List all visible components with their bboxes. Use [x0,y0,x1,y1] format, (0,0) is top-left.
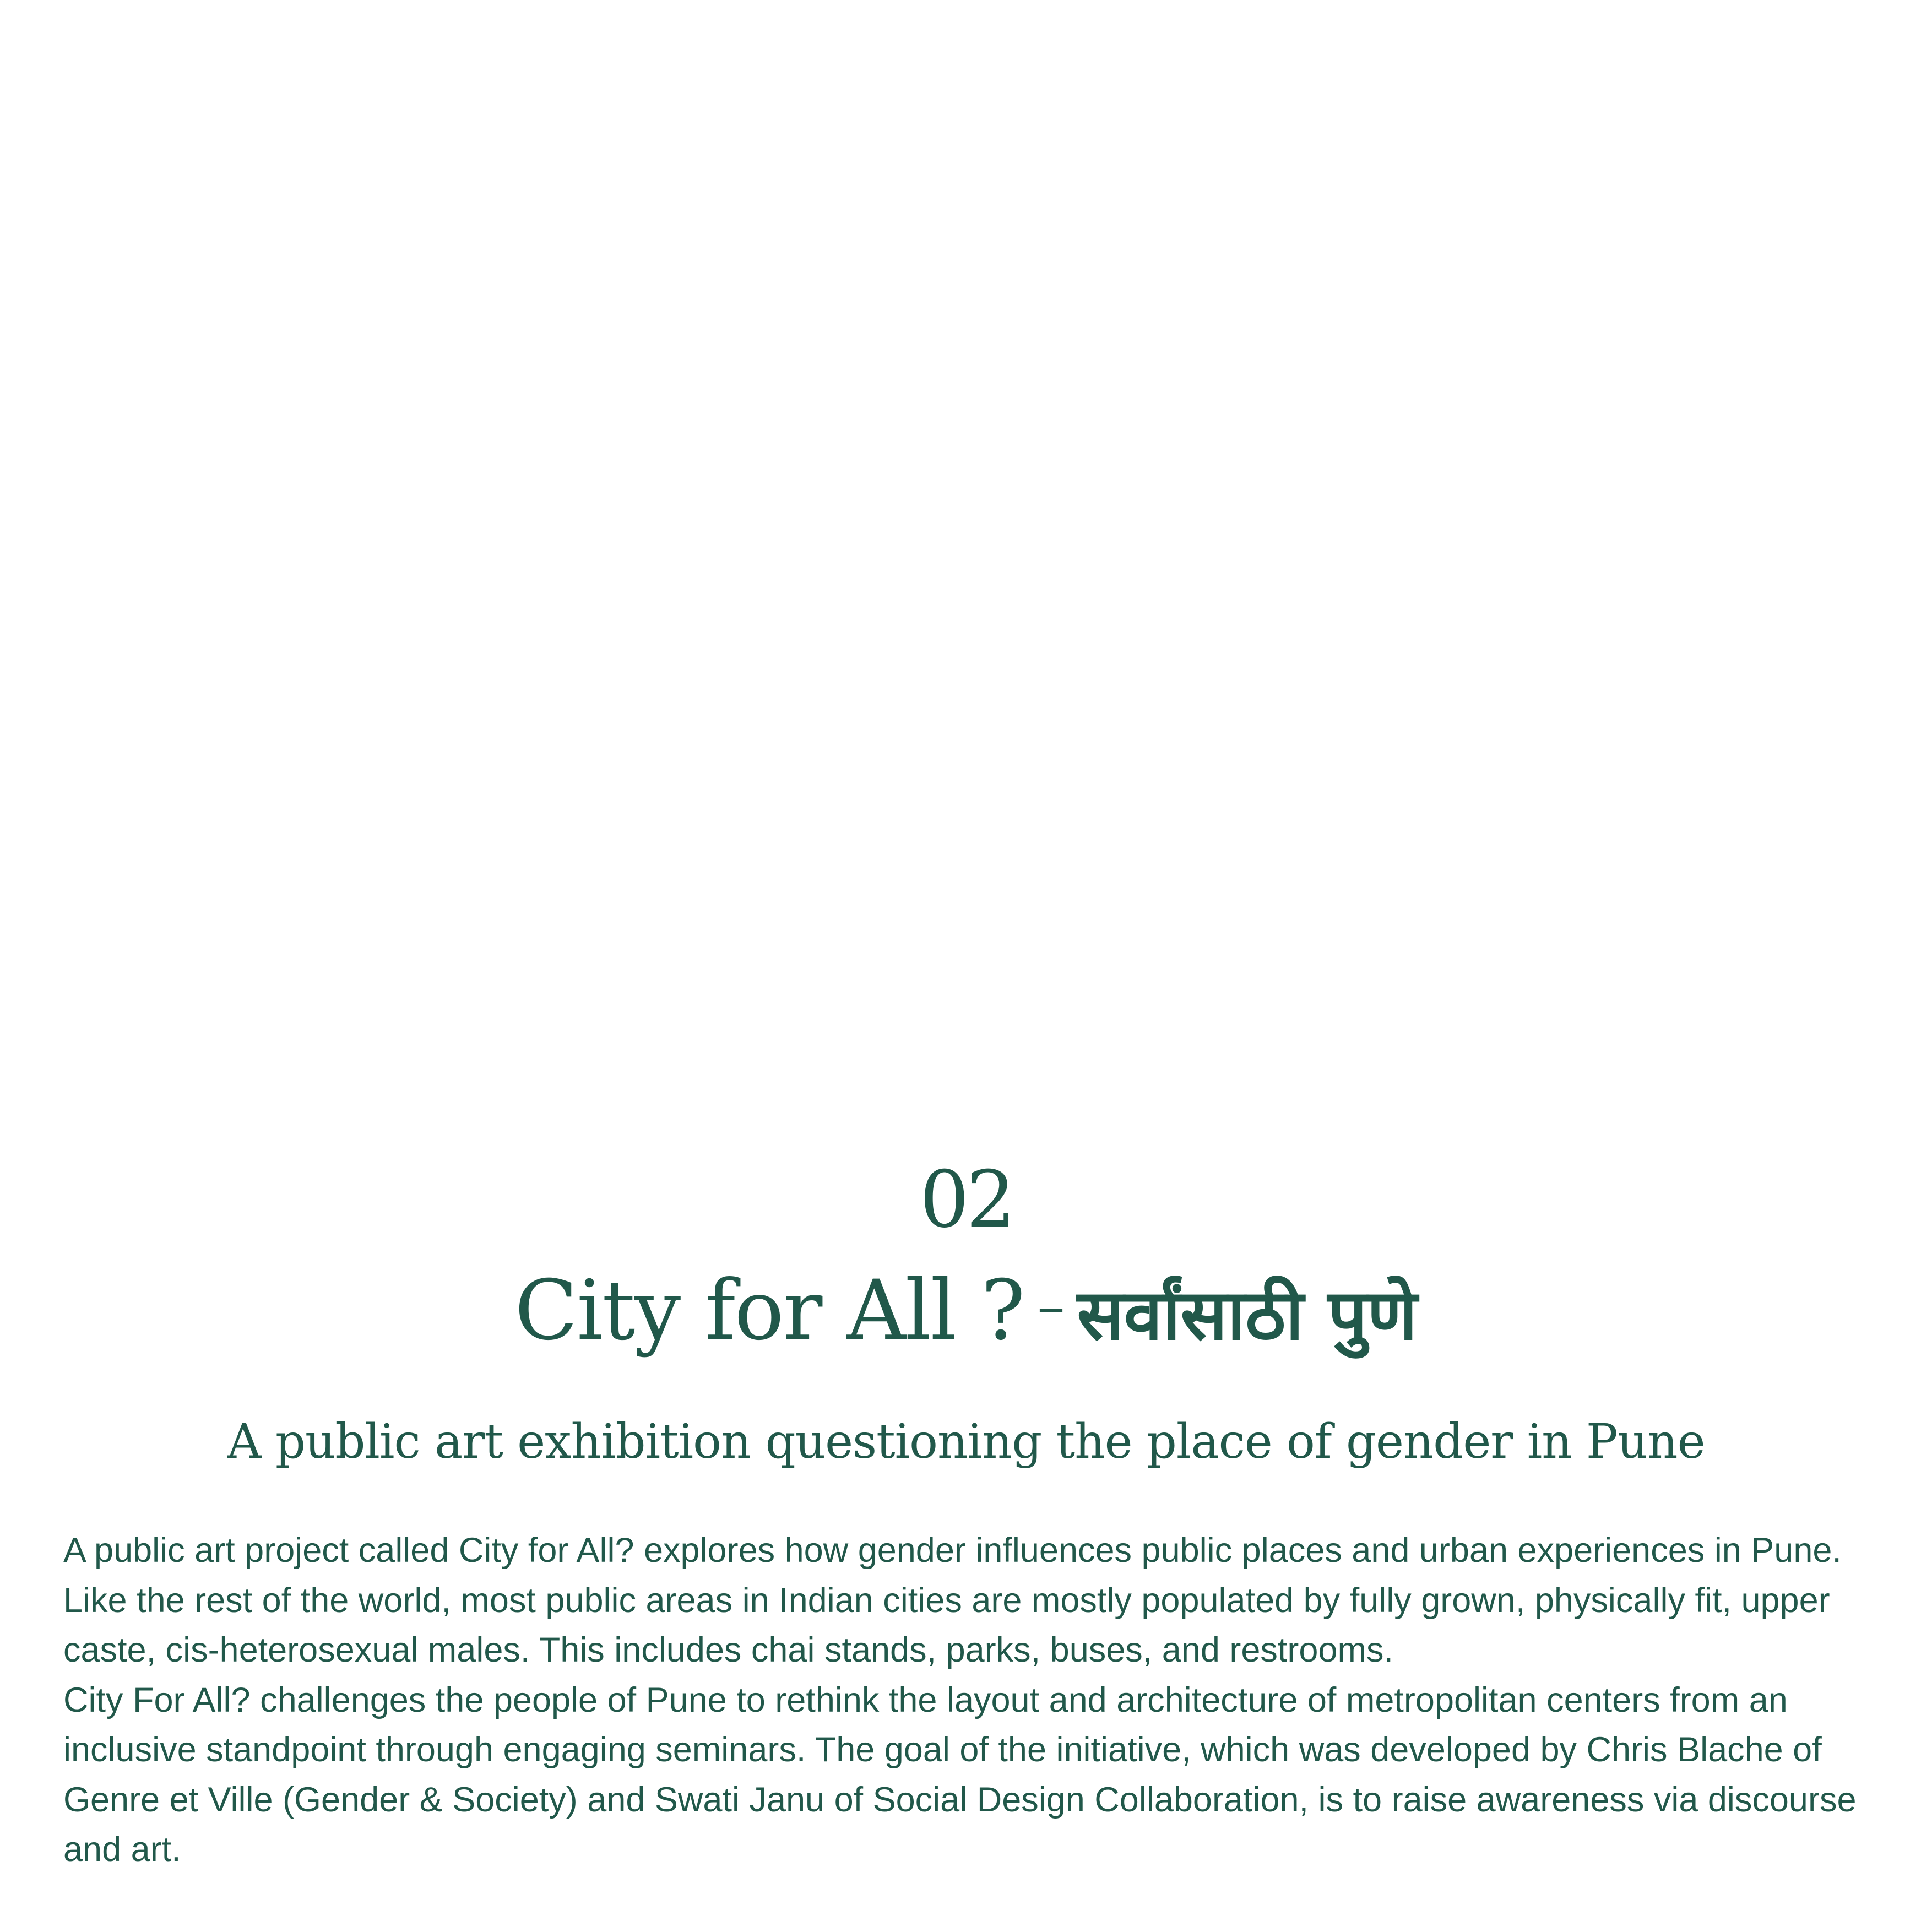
section-title [0,1263,1932,1359]
section-number: 02 [919,1154,1013,1245]
body-paragraph-1: A public art project called City for All? explores how gender influences public places and urban experiences in Pune. Like the rest of the world, most public areas in Indian cities are mostly populated by fully grown, physically fit, upper caste, cis-heterosexual males. This includes chai stands, parks, buses, and restrooms. [63,1531,1842,1669]
body-text [63,1526,1881,1875]
body-paragraph-2: City For All? challenges the people of Pune to rethink the layout and architecture of metropolitan centers from an inclusive standpoint through engaging seminars. The goal of the initiative, which was developed by Chris Blache of Genre et Ville (Gender & Society) and Swati Janu of Social Design Collaboration, is to raise awareness via discourse and art. [63,1680,1857,1869]
section-title-marathi: सर्वांसाठी पुणे [1077,1274,1418,1355]
section-subtitle: A public art exhibition questioning the place of gender in Pune [227,1414,1705,1469]
section-title-english: City for All ? [514,1263,1024,1359]
title-separator-dash: – [1037,1274,1064,1338]
